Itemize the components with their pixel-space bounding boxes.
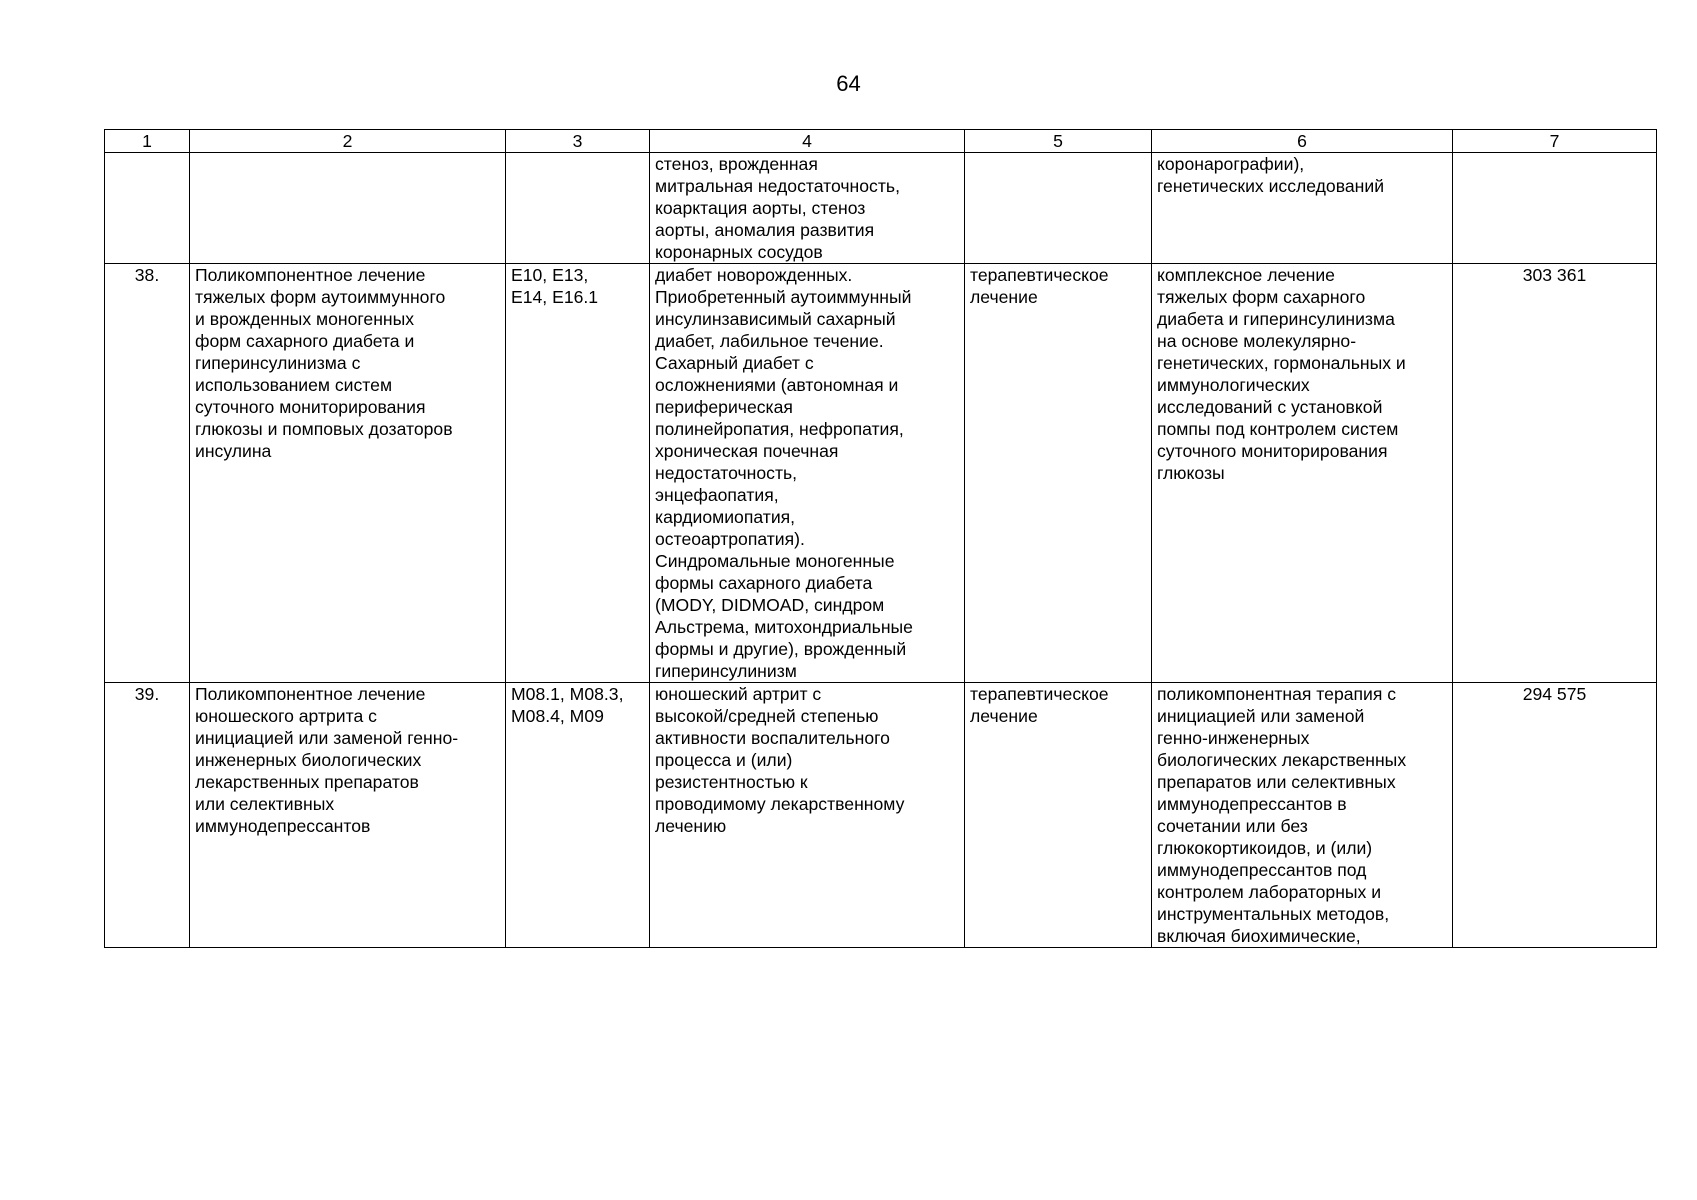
patient-model-cell: стеноз, врожденная митральная недостаточность, коарктация аорты, стеноз аорты, аномалия развития коронарных сосудов	[650, 153, 965, 264]
row-number-cell: 39.	[105, 683, 190, 948]
column-header-5: 5	[965, 130, 1152, 153]
page-number: 64	[836, 71, 861, 96]
icd-codes-cell: E10, E13, E14, E16.1	[506, 264, 650, 683]
treatment-type-cell	[965, 153, 1152, 264]
column-header-4: 4	[650, 130, 965, 153]
treatment-method-cell: поликомпонентная терапия с инициацией или заменой генно-инженерных биологических лекарственных препаратов или селективных иммунодепрессантов в сочетании или без глюкокортикоидов, и (или) иммунодепрессантов под контролем лабораторных и инструментальных методов, включая биохимические,	[1152, 683, 1453, 948]
treatment-type-cell: терапевтическое лечение	[965, 264, 1152, 683]
treatment-type-cell: терапевтическое лечение	[965, 683, 1152, 948]
row-number-cell: 38.	[105, 264, 190, 683]
services-table	[104, 129, 1657, 948]
column-header-3: 3	[506, 130, 650, 153]
row-number-cell	[105, 153, 190, 264]
treatment-name-cell: Поликомпонентное лечение тяжелых форм аутоиммунного и врожденных моногенных форм сахарного диабета и гиперинсулинизма с использованием систем суточного мониторирования глюкозы и помповых дозаторов инсулина	[190, 264, 506, 683]
treatment-method-cell: комплексное лечение тяжелых форм сахарного диабета и гиперинсулинизма на основе молекулярно- генетических, гормональных и иммунологических исследований с установкой помпы под контролем систем суточного мониторирования глюкозы	[1152, 264, 1453, 683]
column-header-6: 6	[1152, 130, 1453, 153]
treatment-name-cell: Поликомпонентное лечение юношеского артрита с инициацией или заменой генно- инженерных биологических лекарственных препаратов или селективных иммунодепрессантов	[190, 683, 506, 948]
table-header-row	[105, 130, 1657, 153]
table-row	[105, 153, 1657, 264]
treatment-name-cell	[190, 153, 506, 264]
patient-model-cell: юношеский артрит с высокой/средней степенью активности воспалительного процесса и (или) резистентностью к проводимому лекарственному лечению	[650, 683, 965, 948]
patient-model-cell: диабет новорожденных. Приобретенный аутоиммунный инсулинзависимый сахарный диабет, лабильное течение. Сахарный диабет с осложнениями (автономная и периферическая полинейропатия, нефропатия, хроническая почечная недостаточность, энцефаопатия, кардиомиопатия, остеоартропатия). Синдромальные моногенные формы сахарного диабета (MODY, DIDMOAD, синдром Альстрема, митохондриальные формы и другие), врожденный гиперинсулинизм	[650, 264, 965, 683]
icd-codes-cell	[506, 153, 650, 264]
price-cell	[1453, 153, 1657, 264]
table-row	[105, 683, 1657, 948]
column-header-2: 2	[190, 130, 506, 153]
icd-codes-cell: M08.1, M08.3, M08.4, M09	[506, 683, 650, 948]
column-header-7: 7	[1453, 130, 1657, 153]
price-cell: 294 575	[1453, 683, 1657, 948]
treatment-method-cell: коронарографии), генетических исследований	[1152, 153, 1453, 264]
price-cell: 303 361	[1453, 264, 1657, 683]
table-row	[105, 264, 1657, 683]
column-header-1: 1	[105, 130, 190, 153]
